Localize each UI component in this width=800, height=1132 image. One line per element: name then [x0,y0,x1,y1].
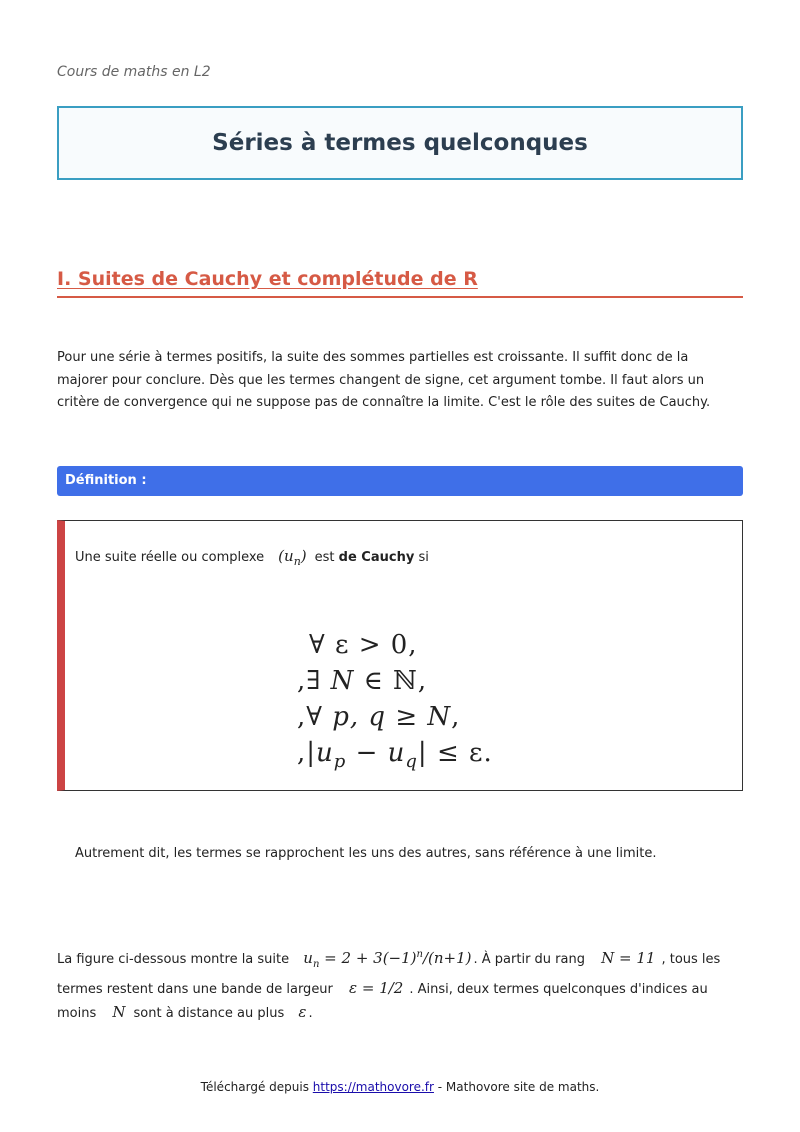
page-title: Séries à termes quelconques [212,130,588,156]
formula-line-3: ,∀ p, q ≥ N, [297,702,461,732]
figure-paragraph: La figure ci-dessous montre la suite $u_n = 2 + 3(-1)^n/(n+1)$ . À partir du rang N = 11 , tous les termes restent dans une bande de largeur ε = 1/2 . Ainsi, deux termes quelconques d'indices au moins N sont à distance au plus ε . [57,949,721,1021]
sequence-formula-math: $u_n = 2 + 3(-1)^n/(n+1)$ [303,949,472,970]
intro-paragraph: Pour une série à termes positifs, la suite des sommes partielles est croissante. Il suffit donc de la majorer pour conclure. Dès que les termes changent de signe, cet argument tombe. Il faut alors un critère de convergence qui ne suppose pas de connaître la limite. C'est le rôle des suites de Cauchy. [57,350,711,410]
formula-line-2: ,∃ N ∈ ℕ, [297,666,428,696]
epsilon-math: ε [298,1003,307,1021]
definition-text-after: si [418,550,429,565]
cauchy-formula [297,627,493,780]
sequence-math: $(u_n)$ [278,547,307,568]
section-title: I. Suites de Cauchy et complétude de R [57,268,743,298]
definition-bold: de Cauchy [338,550,415,565]
definition-header: Définition : [57,466,743,496]
definition-statement [75,547,429,568]
epsilon-value-math: ε = 1/2 [349,978,404,997]
course-label: Cours de maths en L2 [57,64,211,80]
definition-text-middle: est [314,550,335,565]
definition-box [57,520,743,791]
definition-text-before: Une suite réelle ou complexe [75,550,265,565]
footer: Téléchargé depuis https://mathovore.fr - Mathovore site de maths. [200,1080,600,1094]
mathovore-link[interactable]: https://mathovore.fr [312,1080,434,1094]
formula-line-4: $,|u_p - u_q| \le \varepsilon$. [297,738,493,772]
formula-line-1: ∀ ε > 0, [309,630,418,660]
remark-paragraph: Autrement dit, les termes se rapprochent les uns des autres, sans référence à une limite. [75,846,657,861]
title-box [57,106,743,180]
rank-math: N = 11 [601,949,656,967]
n-math: N [112,1003,126,1021]
